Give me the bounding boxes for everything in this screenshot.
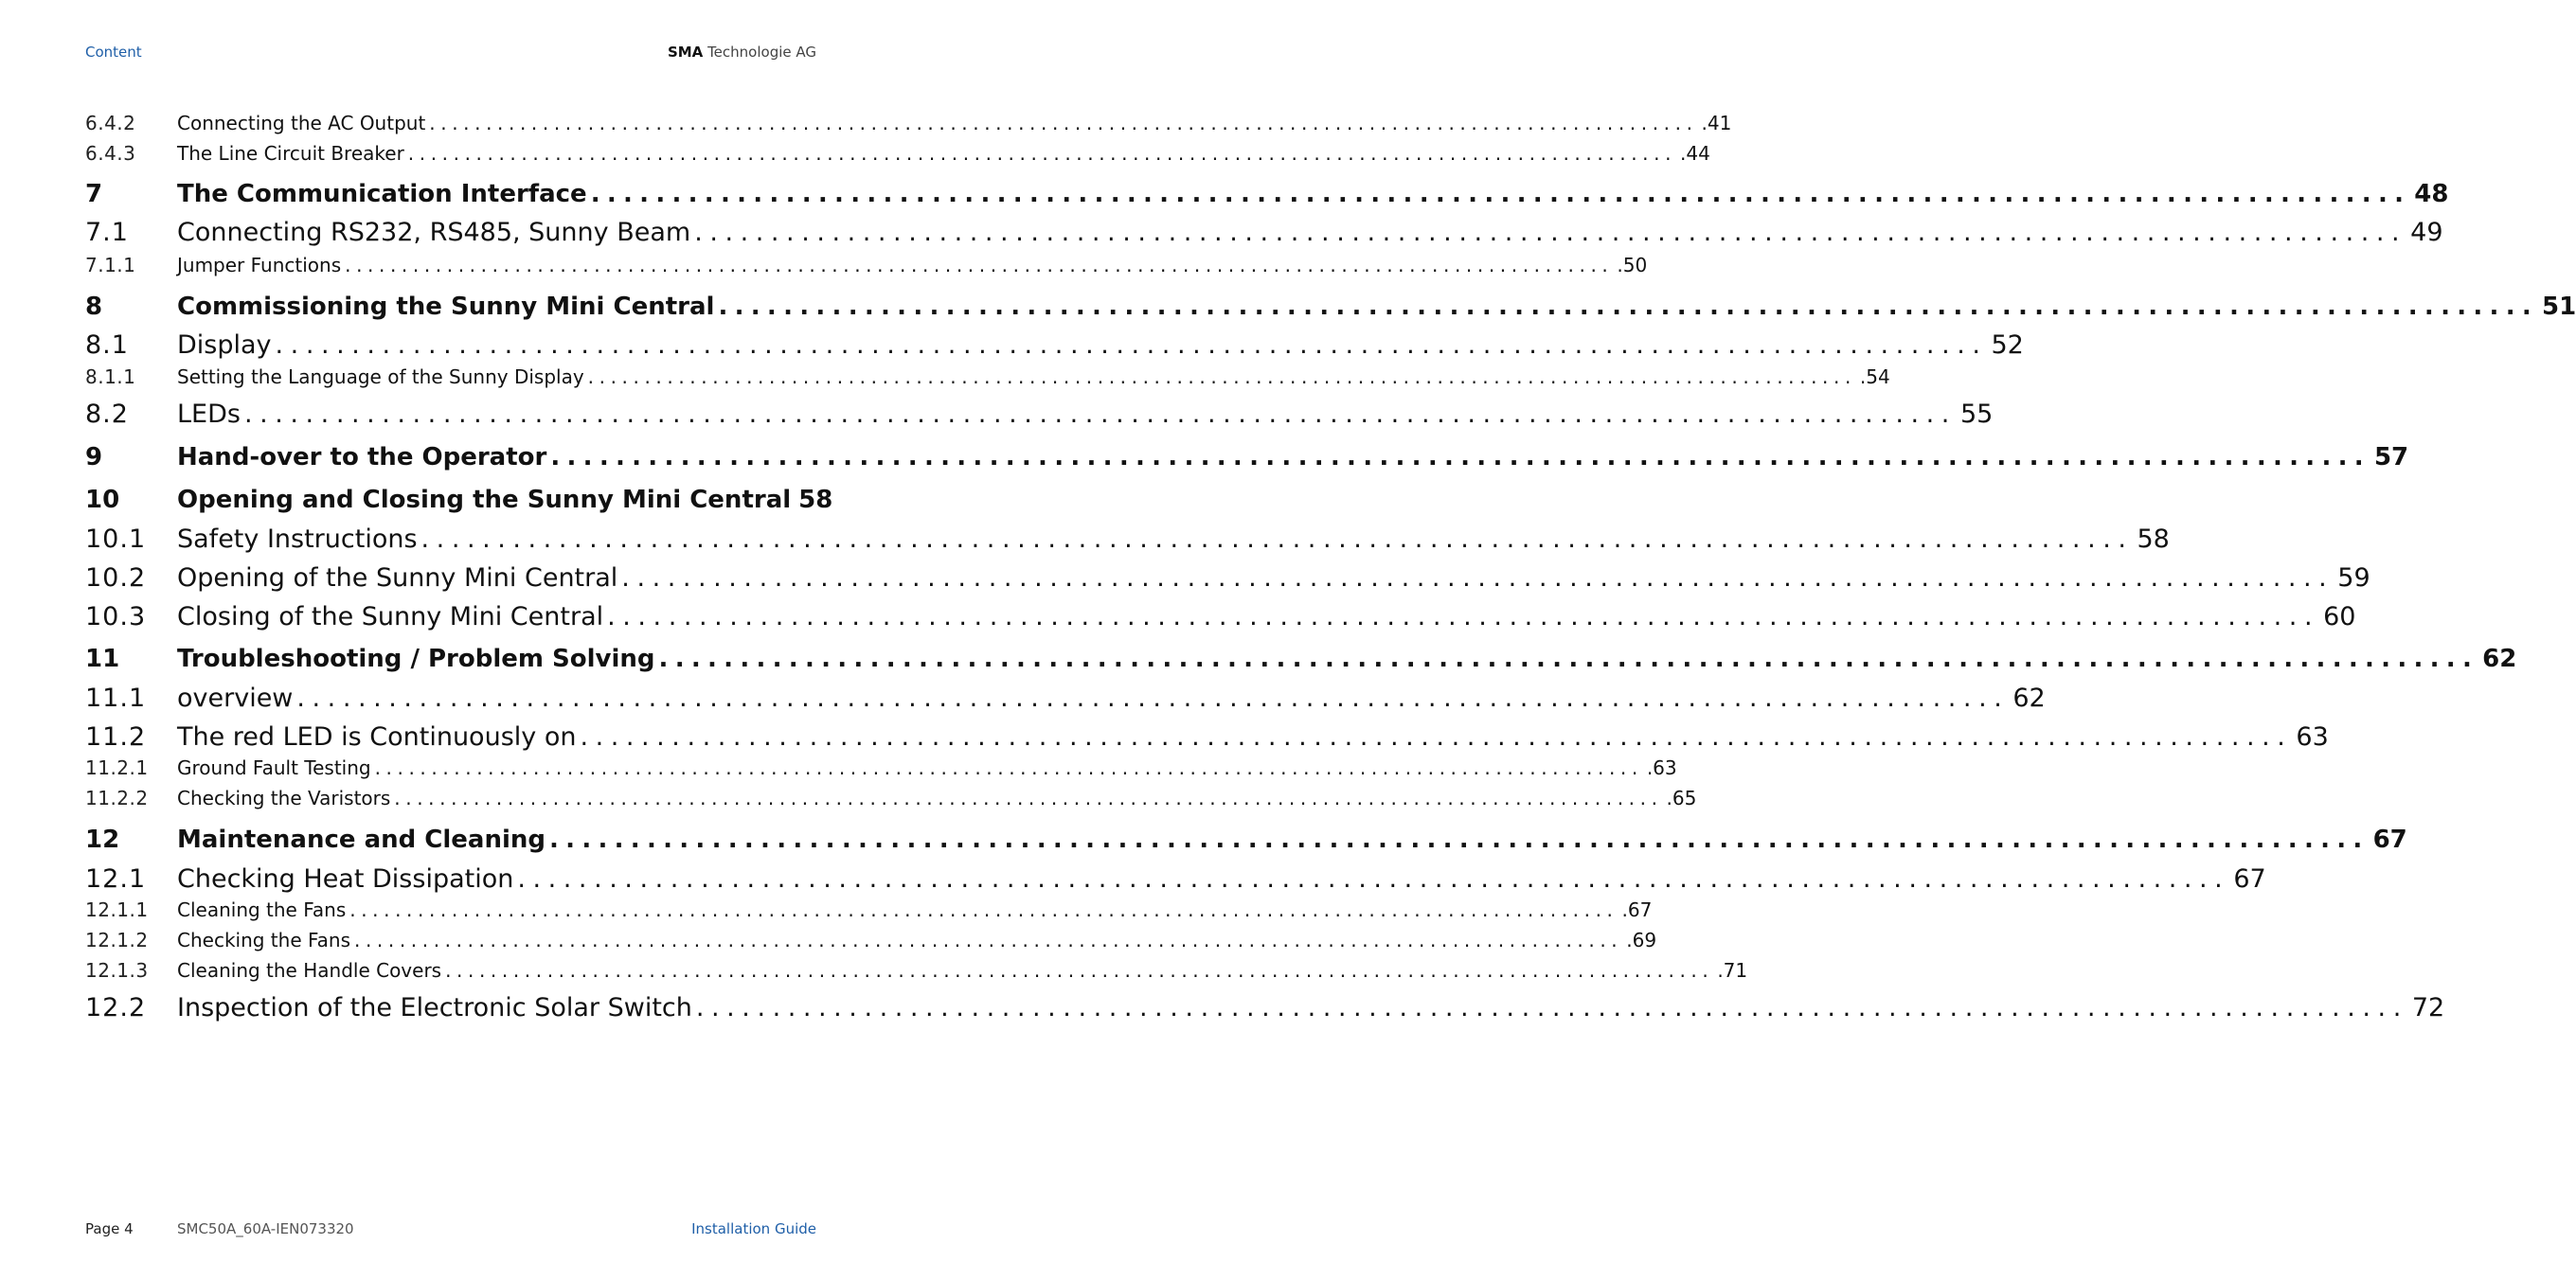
- toc-page: .67: [1621, 898, 1653, 921]
- toc-entry[interactable]: [85, 443, 2409, 471]
- toc-number: 11.2.2: [85, 787, 149, 809]
- toc-entry[interactable]: [85, 563, 2370, 593]
- toc-leader: ................................................................................................................: [607, 602, 2320, 631]
- toc-title: Inspection of the Electronic Solar Switch: [177, 993, 692, 1022]
- toc-entry[interactable]: [85, 864, 2266, 894]
- toc-entry[interactable]: [85, 959, 1748, 982]
- toc-title: Setting the Language of the Sunny Display: [177, 365, 584, 388]
- toc-leader: ................................................................................................................: [517, 864, 2230, 894]
- toc-page: .54: [1859, 365, 1890, 388]
- toc-title: The red LED is Continuously on: [177, 722, 577, 752]
- toc-number: 8.1: [85, 330, 129, 360]
- toc-title: Commissioning the Sunny Mini Central: [177, 293, 715, 321]
- toc-leader: ................................................................................................................: [296, 684, 2010, 713]
- toc-leader: ................................................................................................................: [354, 929, 1623, 951]
- toc-number: 8: [85, 293, 103, 321]
- toc-entry[interactable]: [85, 993, 2445, 1022]
- toc-number: 8.1.1: [85, 365, 136, 388]
- toc-leader: ................................................................................................................: [718, 293, 2539, 321]
- toc-page: 67: [2372, 826, 2407, 854]
- toc-number: 12.1.3: [85, 959, 149, 982]
- toc-number: 11.2.1: [85, 756, 149, 779]
- toc-number: 7.1.1: [85, 254, 136, 276]
- toc-page: 67: [2233, 864, 2266, 894]
- toc-page: 58: [798, 486, 833, 514]
- footer-guide-title: Installation Guide: [691, 1220, 816, 1237]
- toc-number: 10.1: [85, 524, 147, 554]
- toc-title: Opening and Closing the Sunny Mini Central: [177, 486, 792, 514]
- toc-page: 49: [2410, 218, 2443, 247]
- toc-number: 10: [85, 486, 120, 514]
- toc-number: 10.3: [85, 602, 147, 631]
- toc-leader: ................................................................................................................: [275, 330, 1988, 360]
- toc-number: 7.1: [85, 218, 129, 247]
- toc-page: 62: [2482, 645, 2517, 673]
- toc-page: 63: [2296, 722, 2329, 752]
- toc-entry[interactable]: [85, 365, 1890, 388]
- toc-number: 6.4.3: [85, 142, 136, 165]
- toc-number: 12.1.2: [85, 929, 149, 951]
- toc-leader: ................................................................................................................: [429, 112, 1698, 134]
- toc-number: 8.2: [85, 400, 129, 429]
- toc-entry[interactable]: [85, 722, 2329, 752]
- toc-entry[interactable]: [85, 684, 2046, 713]
- toc-entry[interactable]: [85, 180, 2449, 208]
- toc-leader: ................................................................................................................: [695, 993, 2408, 1022]
- toc-leader: ................................................................................................................: [694, 218, 2407, 247]
- toc-leader: ................................................................................................................: [658, 645, 2479, 673]
- toc-title: Opening of the Sunny Mini Central: [177, 563, 618, 593]
- toc-page: 59: [2337, 563, 2370, 593]
- toc-leader: ................................................................................................................: [407, 142, 1677, 165]
- toc-page: .71: [1717, 959, 1748, 982]
- toc-page: .63: [1646, 756, 1677, 779]
- toc-title: LEDs: [177, 400, 241, 429]
- toc-number: 11: [85, 645, 120, 673]
- toc-number: 11.1: [85, 684, 147, 713]
- toc-title: Closing of the Sunny Mini Central: [177, 602, 604, 631]
- toc-title: Jumper Functions: [177, 254, 342, 276]
- toc-number: 9: [85, 443, 103, 471]
- toc-title: The Line Circuit Breaker: [177, 142, 404, 165]
- toc-entry[interactable]: [85, 826, 2407, 854]
- toc-page: 57: [2373, 443, 2409, 471]
- toc-title: Hand-over to the Operator: [177, 443, 547, 471]
- toc-page: 62: [2012, 684, 2046, 713]
- toc-title: Ground Fault Testing: [177, 756, 371, 779]
- toc-leader: ................................................................................................................: [549, 826, 2370, 854]
- toc-entry[interactable]: [85, 756, 1677, 779]
- toc-title: overview: [177, 684, 294, 713]
- toc-entry[interactable]: [85, 645, 2517, 673]
- header-company: [668, 44, 816, 61]
- toc-entry[interactable]: [85, 254, 1648, 276]
- toc-leader: ................................................................................................................: [374, 756, 1643, 779]
- toc-title: Checking the Varistors: [177, 787, 391, 809]
- toc-leader: ................................................................................................................: [621, 563, 2334, 593]
- toc-page: .69: [1626, 929, 1657, 951]
- toc-entry[interactable]: [85, 293, 2576, 321]
- toc-title: Connecting RS232, RS485, Sunny Beam: [177, 218, 691, 247]
- toc-entry[interactable]: [85, 898, 1653, 921]
- toc-number: 10.2: [85, 563, 147, 593]
- toc-title: Cleaning the Handle Covers: [177, 959, 442, 982]
- toc-page: .41: [1701, 112, 1732, 134]
- toc-entry[interactable]: [85, 602, 2356, 631]
- toc-title: Maintenance and Cleaning: [177, 826, 546, 854]
- company-name: Technologie AG: [707, 44, 816, 61]
- toc-page: .44: [1680, 142, 1710, 165]
- toc-entry[interactable]: [85, 112, 1732, 134]
- toc-page: 72: [2411, 993, 2445, 1022]
- footer-page-number: Page 4: [85, 1220, 134, 1237]
- toc-page: 55: [1959, 400, 1994, 429]
- toc-page: 58: [2137, 524, 2170, 554]
- toc-title: Safety Instructions: [177, 524, 418, 554]
- toc-page: 48: [2414, 180, 2449, 208]
- toc-entry[interactable]: [85, 486, 833, 514]
- toc-leader: ................................................................................................................: [420, 524, 2134, 554]
- toc-leader: ................................................................................................................: [349, 898, 1619, 921]
- toc-number: 6.4.2: [85, 112, 136, 134]
- toc-leader: ................................................................................................................: [550, 443, 2370, 471]
- toc-leader: ................................................................................................................: [580, 722, 2293, 752]
- toc-page: 52: [1991, 330, 2024, 360]
- toc-page: .50: [1617, 254, 1648, 276]
- toc-number: 7: [85, 180, 103, 208]
- toc-number: 12.2: [85, 993, 147, 1022]
- toc-entry[interactable]: [85, 787, 1697, 809]
- toc-leader: ................................................................................................................: [590, 180, 2411, 208]
- toc-number: 12.1.1: [85, 898, 149, 921]
- toc-leader: ................................................................................................................: [445, 959, 1714, 982]
- toc-page: 60: [2323, 602, 2356, 631]
- toc-title: Cleaning the Fans: [177, 898, 347, 921]
- toc-title: Troubleshooting / Problem Solving: [177, 645, 655, 673]
- toc-title: The Communication Interface: [177, 180, 587, 208]
- toc-page: 51: [2542, 293, 2576, 321]
- toc-title: Connecting the AC Output: [177, 112, 426, 134]
- toc-title: Checking the Fans: [177, 929, 351, 951]
- toc-number: 12: [85, 826, 120, 854]
- toc-leader: ................................................................................................................: [345, 254, 1614, 276]
- toc-title: Display: [177, 330, 272, 360]
- toc-entry[interactable]: [85, 400, 1994, 429]
- toc-number: 12.1: [85, 864, 147, 894]
- toc-leader: ................................................................................................................: [243, 400, 1957, 429]
- toc-entry[interactable]: [85, 142, 1710, 165]
- toc-entry[interactable]: [85, 524, 2170, 554]
- toc-entry[interactable]: [85, 929, 1657, 951]
- footer-document-id: SMC50A_60A-IEN073320: [177, 1220, 354, 1237]
- toc-leader: ................................................................................................................: [394, 787, 1663, 809]
- toc-page: .65: [1666, 787, 1697, 809]
- toc-leader: ................................................................................................................: [587, 365, 1856, 388]
- header-section-label: Content: [85, 44, 142, 61]
- toc-title: Checking Heat Dissipation: [177, 864, 514, 894]
- toc-number: 11.2: [85, 722, 147, 752]
- brand-name: SMA: [667, 44, 704, 61]
- toc-entry[interactable]: [85, 218, 2443, 247]
- toc-entry[interactable]: [85, 330, 2024, 360]
